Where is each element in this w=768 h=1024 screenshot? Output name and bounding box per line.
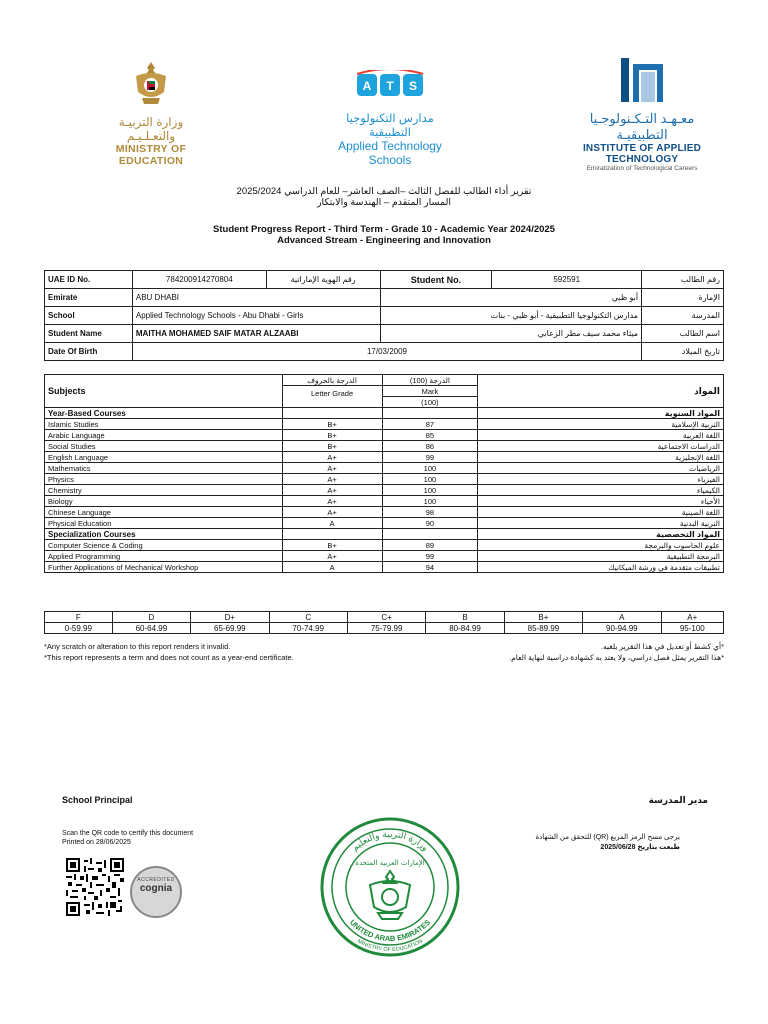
scale-range: 90-94.99	[583, 623, 661, 634]
letter-grade: B+	[282, 419, 382, 430]
iat-name-en: INSTITUTE OF APPLIED TECHNOLOGY	[582, 143, 702, 165]
info-row-school	[45, 307, 724, 325]
qr-line-ar-1: يرجى مسح الرمز المربع (QR) للتحقق من الشهادة	[535, 834, 680, 841]
subject-name: Applied Programming	[45, 551, 283, 562]
dob-value: 17/03/2009	[132, 343, 641, 361]
scale-letter: B	[426, 612, 504, 623]
qr-line-1: Scan the QR code to certify this document	[62, 830, 194, 837]
scale-letter: F	[45, 612, 113, 623]
iat-building-icon	[619, 58, 665, 102]
info-row-id	[45, 271, 724, 289]
moe-name-ar: وزارة التربيـة والتعـلـيـم	[118, 115, 184, 143]
school-value-ar: مدارس التكنولوجيا التطبيقية - أبو ظبي - بنات	[380, 307, 642, 325]
subject-name-ar: تطبيقات متقدمة في ورشة الميكانيك	[478, 562, 724, 573]
note-en-1: *Any scratch or alteration to this report renders it invalid.	[44, 642, 231, 651]
subject-name-ar: علوم الحاسوب والبرمجة	[478, 540, 724, 551]
subject-name-ar: الرياضيات	[478, 463, 724, 474]
student-name-label-ar: اسم الطالب	[642, 325, 724, 343]
subject-name: Mathematics	[45, 463, 283, 474]
title-en-line2: Advanced Stream - Engineering and Innovation	[277, 235, 491, 246]
scale-letter: D+	[191, 612, 269, 623]
scale-letter: B+	[504, 612, 582, 623]
ats-name-ar: مدارس التكنولوجيا التطبيقية	[346, 113, 434, 139]
subject-name-ar: التربية الإسلامية	[478, 419, 724, 430]
qr-instructions-ar	[536, 833, 680, 853]
mark: 99	[382, 452, 478, 463]
section-row	[45, 529, 724, 540]
scale-letter: D	[112, 612, 190, 623]
section-title: Year-Based Courses	[45, 408, 283, 419]
letter-grade: A+	[282, 463, 382, 474]
qr-instructions	[62, 829, 193, 847]
student-name-value-ar: ميثاء محمد سيف مطر الزعابي	[380, 325, 642, 343]
letter-grade: A	[282, 518, 382, 529]
iat-tagline: Emiratization of Technological Careers	[586, 165, 698, 172]
subject-name: Biology	[45, 496, 283, 507]
letter-grade: A+	[282, 507, 382, 518]
letter-grade: A+	[282, 551, 382, 562]
moe-name-en: MINISTRY OF EDUCATION	[115, 143, 187, 167]
section-title: Specialization Courses	[45, 529, 283, 540]
section-row	[45, 408, 724, 419]
letter-grade: A	[282, 562, 382, 573]
dob-label: Date Of Birth	[45, 343, 133, 361]
mark: 85	[382, 430, 478, 441]
cognia-accredited: ACCREDITED	[137, 877, 175, 883]
letter-grade: A+	[282, 496, 382, 507]
emirate-label-ar: الإمارة	[642, 289, 724, 307]
section-title-ar: المواد التخصصية	[478, 529, 724, 540]
letter-grade: B+	[282, 430, 382, 441]
school-label: School	[45, 307, 133, 325]
seal-uae-en: UNITED ARAB EMIRATES	[347, 917, 433, 944]
svg-text:S: S	[408, 79, 418, 93]
grade-row	[45, 430, 724, 441]
grade-row	[45, 441, 724, 452]
scale-letter: A	[583, 612, 661, 623]
subject-name-ar: الدراسات الاجتماعية	[478, 441, 724, 452]
scale-range: 70-74.99	[269, 623, 347, 634]
letter-header-en: Letter Grade	[282, 386, 382, 408]
title-ar-line2: المسار المتقدم – الهندسة والابتكار	[316, 197, 452, 208]
mark-header-en-2: (100)	[382, 397, 478, 408]
seal-moe-en: MINISTRY OF EDUCATION	[356, 938, 424, 954]
subject-name: Further Applications of Mechanical Workshop	[45, 562, 283, 573]
grades-table	[44, 374, 724, 573]
mark: 94	[382, 562, 478, 573]
subject-name-ar: اللغة العربية	[478, 430, 724, 441]
mark: 90	[382, 518, 478, 529]
report-titles	[0, 186, 768, 246]
scale-letters-row	[45, 612, 724, 623]
grade-row	[45, 452, 724, 463]
grade-row	[45, 474, 724, 485]
student-no-label: Student No.	[380, 271, 492, 289]
grade-row	[45, 463, 724, 474]
subject-name: Arabic Language	[45, 430, 283, 441]
note-ar-2: *هذا التقرير يمثل فصل دراسي، ولا يعتد به كشهادة دراسية لنهاية العام.	[509, 653, 724, 662]
scale-range: 85-89.99	[504, 623, 582, 634]
mark-header-en: Mark	[382, 386, 478, 397]
letter-header-ar: الدرجة بالحروف	[282, 375, 382, 386]
subject-name: Computer Science & Coding	[45, 540, 283, 551]
subject-name-ar: التربية البدنية	[478, 518, 724, 529]
iat-logo	[572, 58, 712, 172]
grades-header-row-1	[45, 375, 724, 386]
cognia-badge	[130, 866, 182, 918]
grade-row	[45, 540, 724, 551]
subject-name-ar: اللغة الصينية	[478, 507, 724, 518]
student-name-label: Student Name	[45, 325, 133, 343]
scale-range: 80-84.99	[426, 623, 504, 634]
scale-range: 0-59.99	[45, 623, 113, 634]
scale-range: 75-79.99	[347, 623, 425, 634]
grade-row	[45, 496, 724, 507]
title-ar-line1: تقرير أداء الطالب للفصل الثالث –الصف العاشر– للعام الدراسي 2025/2024	[236, 186, 532, 197]
subject-name: Chemistry	[45, 485, 283, 496]
scale-ranges-row	[45, 623, 724, 634]
letter-grade: B+	[282, 441, 382, 452]
mark: 89	[382, 540, 478, 551]
scale-range: 65-69.99	[191, 623, 269, 634]
uae-falcon-emblem-icon	[126, 58, 176, 108]
subject-name: Social Studies	[45, 441, 283, 452]
mark: 100	[382, 463, 478, 474]
uae-id-label-ar: رقم الهوية الإماراتية	[266, 271, 380, 289]
qr-line-ar-2: طبعت بتاريخ 2025/06/28	[600, 844, 680, 851]
letter-grade: A+	[282, 474, 382, 485]
subject-name-ar: البرمجة التطبيقية	[478, 551, 724, 562]
grade-row	[45, 485, 724, 496]
uae-id-label: UAE ID No.	[45, 271, 133, 289]
scale-range: 95-100	[661, 623, 723, 634]
scale-range: 60-64.99	[112, 623, 190, 634]
uae-id-value: 784200914270804	[132, 271, 266, 289]
subject-name-ar: الأحياء	[478, 496, 724, 507]
svg-text:T: T	[386, 79, 394, 93]
qr-code-icon[interactable]	[66, 858, 124, 916]
subject-name: Islamic Studies	[45, 419, 283, 430]
scale-letter: A+	[661, 612, 723, 623]
ats-letters-icon	[355, 70, 425, 100]
moe-seal-stamp-icon	[318, 815, 462, 959]
subject-name: Chinese Language	[45, 507, 283, 518]
mark: 98	[382, 507, 478, 518]
subject-name: Physical Education	[45, 518, 283, 529]
letter-grade: A+	[282, 485, 382, 496]
report-notes	[44, 641, 724, 663]
seal-uae-ar: الإمارات العربية المتحدة	[355, 859, 425, 867]
student-no-value: 592591	[492, 271, 642, 289]
info-row-emirate	[45, 289, 724, 307]
student-info-table	[44, 270, 724, 361]
iat-name-ar: معـهـد التـكـنولوجـيا التطبيقيـة	[589, 111, 695, 142]
moe-logo	[96, 58, 206, 167]
principal-label-ar: مدير المدرسة	[648, 795, 708, 805]
cognia-name: cognia	[139, 883, 173, 894]
note-en-2: *This report represents a term and does not count as a year-end certificate.	[44, 653, 294, 662]
note-ar-1: *أي كشط أو تعديل في هذا التقرير يلغيه.	[600, 642, 724, 651]
subjects-header-ar: المواد	[478, 375, 724, 408]
mark-header-ar: الدرجة (100)	[382, 375, 478, 386]
school-value: Applied Technology Schools - Abu Dhabi - Girls	[132, 307, 380, 325]
dob-label-ar: تاريخ الميلاد	[642, 343, 724, 361]
ats-name-en: Applied Technology Schools	[338, 139, 442, 167]
letter-grade: A+	[282, 452, 382, 463]
student-no-label-ar: رقم الطالب	[642, 271, 724, 289]
mark: 99	[382, 551, 478, 562]
subject-name: Physics	[45, 474, 283, 485]
subject-name-ar: اللغة الإنجليزية	[478, 452, 724, 463]
subject-name-ar: الفيزياء	[478, 474, 724, 485]
principal-label: School Principal	[62, 795, 133, 805]
qr-line-2: Printed on 28/06/2025	[62, 839, 131, 846]
seal-top-text: وزارة التربية والتعليم	[350, 829, 430, 854]
svg-text:A: A	[362, 79, 372, 93]
title-en-line1: Student Progress Report - Third Term - Grade 10 - Academic Year 2024/2025	[213, 224, 555, 235]
grade-row	[45, 551, 724, 562]
emirate-value-ar: أبو ظبي	[380, 289, 642, 307]
subject-name-ar: الكيمياء	[478, 485, 724, 496]
ats-logo	[330, 70, 450, 167]
grade-row	[45, 562, 724, 573]
letter-grade: B+	[282, 540, 382, 551]
emirate-label: Emirate	[45, 289, 133, 307]
info-row-dob	[45, 343, 724, 361]
info-row-name	[45, 325, 724, 343]
mark: 86	[382, 441, 478, 452]
grade-row	[45, 518, 724, 529]
scale-letter: C+	[347, 612, 425, 623]
subject-name: English Language	[45, 452, 283, 463]
emirate-value: ABU DHABI	[132, 289, 380, 307]
mark: 100	[382, 485, 478, 496]
school-label-ar: المدرسة	[642, 307, 724, 325]
mark: 100	[382, 496, 478, 507]
grade-row	[45, 507, 724, 518]
student-name-value: MAITHA MOHAMED SAIF MATAR ALZAABI	[132, 325, 380, 343]
section-title-ar: المواد السنوية	[478, 408, 724, 419]
scale-letter: C	[269, 612, 347, 623]
subjects-header: Subjects	[45, 375, 283, 408]
grade-row	[45, 419, 724, 430]
mark: 100	[382, 474, 478, 485]
mark: 87	[382, 419, 478, 430]
grading-scale-table	[44, 611, 724, 634]
